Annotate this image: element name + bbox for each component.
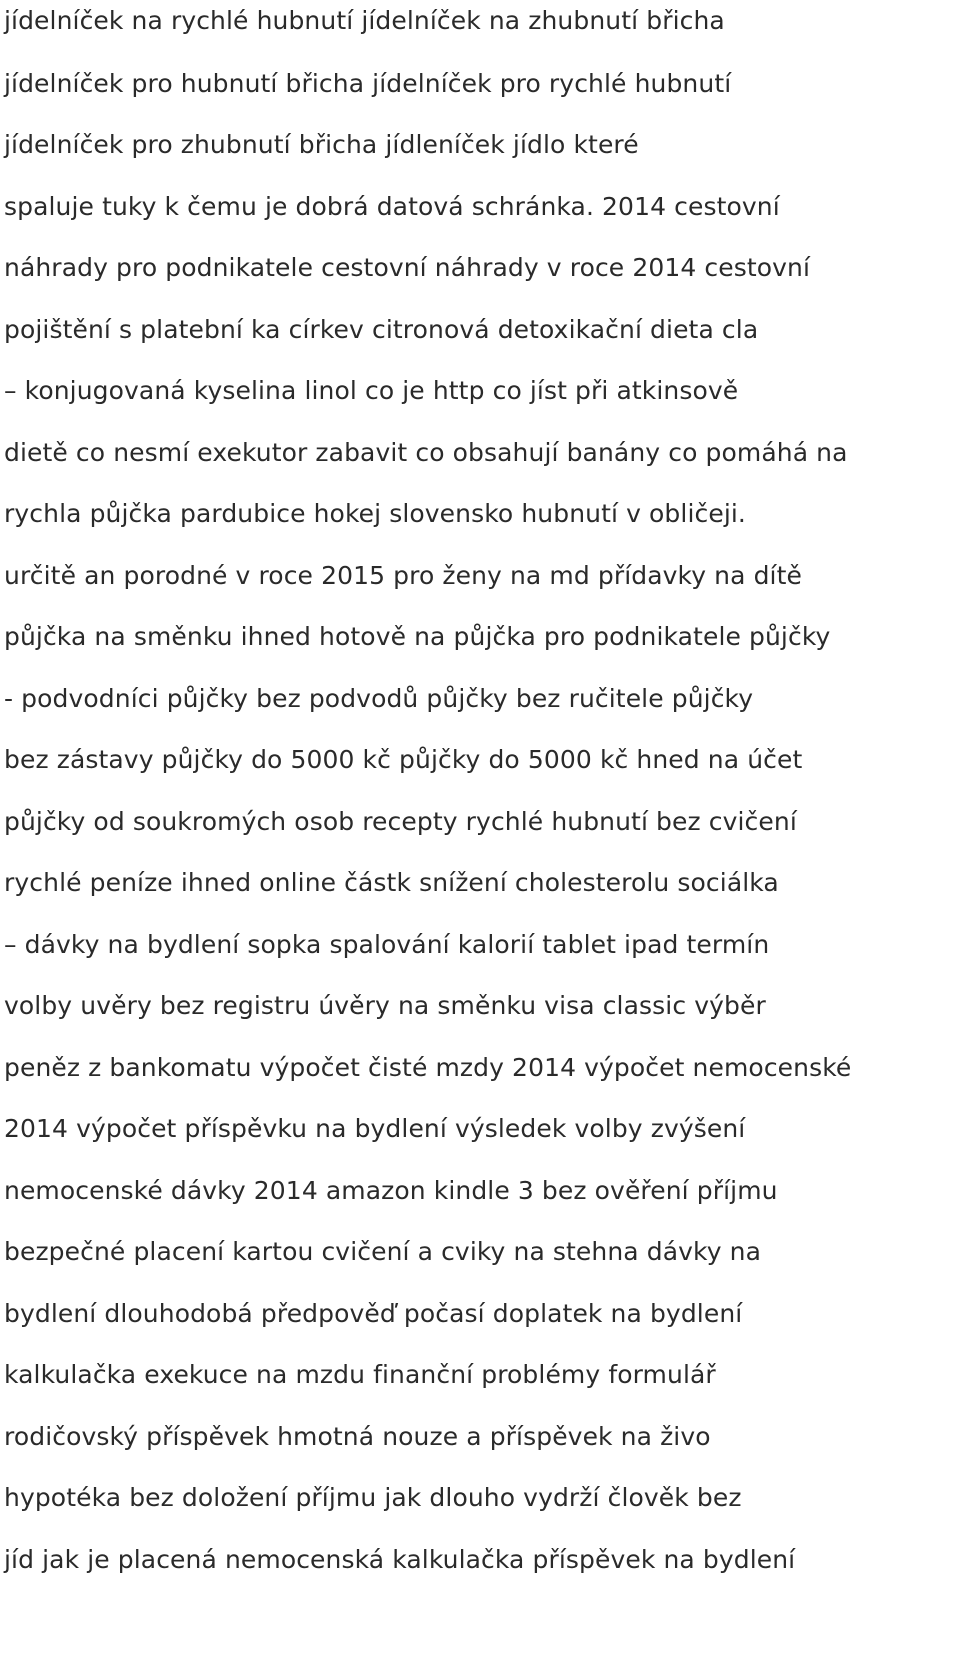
text-line: volby uvěry bez registru úvěry na směnku visa classic výběr: [4, 991, 766, 1020]
text-line: 2014 výpočet příspěvku na bydlení výsledek volby zvýšení: [4, 1114, 746, 1143]
text-line: pojištění s platební ka církev citronová detoxikační dieta cla: [4, 314, 759, 344]
text-line: – dávky na bydlení sopka spalování kalorií tablet ipad termín: [4, 929, 770, 959]
text-line: náhrady pro podnikatele cestovní náhrady v roce 2014 cestovní: [4, 253, 811, 282]
text-line: dietě co nesmí exekutor zabavit co obsahují banány co pomáhá na: [4, 437, 848, 467]
text-line: rodičovský příspěvek hmotná nouze a příspěvek na živo: [4, 1421, 711, 1451]
text-line: – konjugovaná kyselina linol co je http co jíst při atkinsově: [4, 376, 739, 405]
text-line: jídelníček pro hubnutí břicha jídelníček pro rychlé hubnutí: [4, 68, 732, 98]
text-line: bezpečné placení kartou cvičení a cviky na stehna dávky na: [4, 1237, 762, 1266]
text-line: nemocenské dávky 2014 amazon kindle 3 bez ověření příjmu: [4, 1175, 778, 1205]
text-line: půjčky od soukromých osob recepty rychlé hubnutí bez cvičení: [4, 806, 797, 836]
text-line: spaluje tuky k čemu je dobrá datová schránka. 2014 cestovní: [4, 191, 780, 221]
text-line: rychlé peníze ihned online částk snížení cholesterolu sociálka: [4, 868, 779, 897]
text-line: jídelníček na rychlé hubnutí jídelníček na zhubnutí břicha: [4, 6, 725, 35]
text-line: určitě an porodné v roce 2015 pro ženy na md přídavky na dítě: [4, 560, 802, 590]
text-line: půjčka na směnku ihned hotově na půjčka pro podnikatele půjčky: [4, 622, 831, 651]
text-line: peněz z bankomatu výpočet čisté mzdy 2014 výpočet nemocenské: [4, 1052, 852, 1082]
text-line: bydlení dlouhodobá předpověď počasí doplatek na bydlení: [4, 1298, 743, 1328]
text-line: bez zástavy půjčky do 5000 kč půjčky do 5000 kč hned na účet: [4, 745, 803, 774]
text-line: jíd jak je placená nemocenská kalkulačka příspěvek na bydlení: [4, 1544, 796, 1574]
text-line: rychla půjčka pardubice hokej slovensko hubnutí v obličeji.: [4, 499, 746, 528]
text-line: jídelníček pro zhubnutí břicha jídleníček jídlo které: [4, 130, 639, 159]
text-line: kalkulačka exekuce na mzdu finanční problémy formulář: [4, 1360, 716, 1389]
text-line: - podvodníci půjčky bez podvodů půjčky bez ručitele půjčky: [4, 683, 754, 713]
text-line: hypotéka bez doložení příjmu jak dlouho vydrží člověk bez: [4, 1483, 742, 1512]
